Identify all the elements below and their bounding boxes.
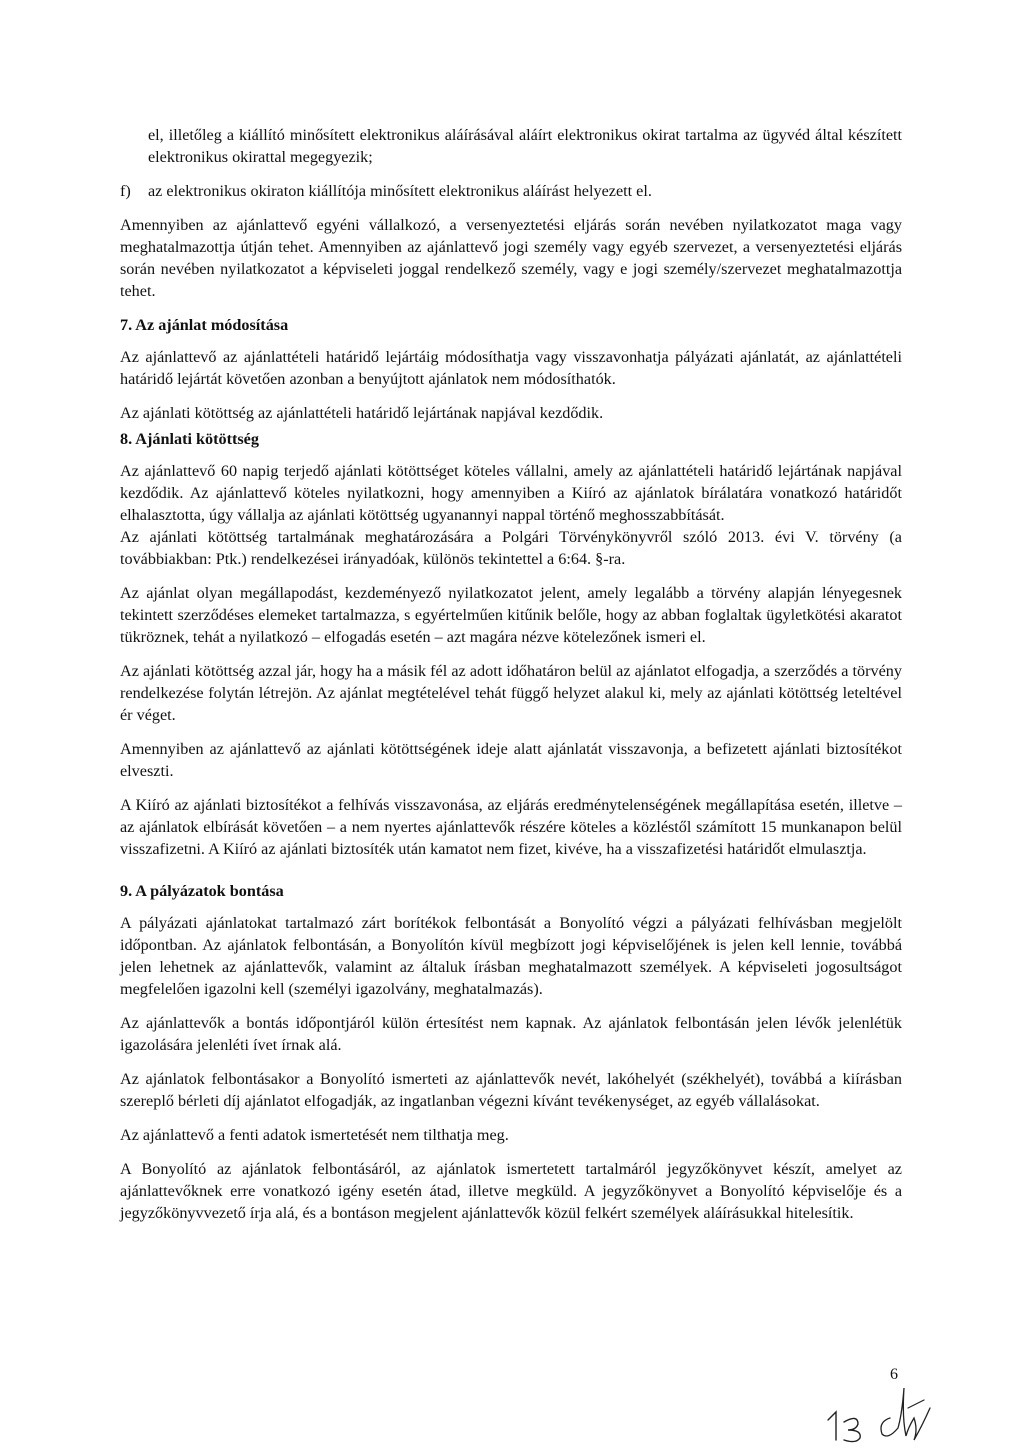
section-7-paragraph: Az ajánlattevő az ajánlattételi határidő lejártáig módosíthatja vagy visszavonhatja pályázati ajánlatát, az ajánlattételi határidő lejártát követően azonban a benyújtott ajánlatok nem módosíthatók. (120, 348, 902, 388)
list-item-text: az elektronikus okiraton kiállítója minősített elektronikus aláírást helyezett el. (148, 182, 652, 200)
document-page (120, 124, 902, 1224)
section-7-number: 7. (120, 316, 133, 334)
continuation-paragraph: el, illetőleg a kiállító minősített elektronikus aláírásával aláírt elektronikus okirat tartalma az ügyvéd által készített elektronikus okirattal megegyezik; (148, 126, 902, 166)
section-9-title: A pályázatok bontása (135, 882, 284, 900)
section-9-paragraph: Az ajánlattevő a fenti adatok ismertetését nem tilthatja meg. (120, 1126, 509, 1144)
section-8-paragraph: Az ajánlat olyan megállapodást, kezdeményező nyilatkozatot jelent, amely legalább a törvény alapján lényegesnek tekintett szerződéses elemeket tartalmazza, s egyértelműen kitűnik belőle, hogy az abban foglaltak ügyletkötési akaratot tükröznek, tehát a nyilatkozó – elfogadás esetén – azt magára nézve kötelezőnek ismeri el. (120, 584, 902, 646)
section-8-paragraph: Az ajánlattevő 60 napig terjedő ajánlati kötöttséget köteles vállalni, amely az ajánlattételi határidő lejártának napjával kezdődik. Az ajánlattevő köteles nyilatkozni, hogy amennyiben a Kiíró az ajánlatok bírálatára vonatkozó határidőt elhalasztotta, úgy vállalja az ajánlati kötöttség ugyanannyi nappal történő meghosszabbítását. (120, 462, 902, 524)
list-marker: f) (120, 182, 131, 200)
section-9-paragraph: A Bonyolító az ajánlatok felbontásáról, az ajánlatok ismertetett tartalmáról jegyzőkönyvet készít, amelyet az ajánlattevőknek erre vonatkozó igény esetén átad, illetve megküld. A jegyzőkönyvet a Bonyolító képviselője és a jegyzőkönyvvezető írja alá, és a bontáson megjelent ajánlattevők közül felkért személyek aláírásukkal hitelesítik. (120, 1160, 902, 1222)
section-7-title: Az ajánlat módosítása (135, 316, 289, 334)
list-item-f (120, 180, 902, 202)
section-9-number: 9. (120, 882, 133, 900)
handwritten-signature (818, 1378, 1018, 1448)
page-number: 6 (890, 1366, 898, 1383)
section-7-heading (120, 314, 902, 336)
section-8-paragraph: Amennyiben az ajánlattevő az ajánlati kötöttségének ideje alatt ajánlatát visszavonja, a befizetett ajánlati biztosítékot elveszti. (120, 740, 902, 780)
section-8-number: 8. (120, 430, 133, 448)
section-8-paragraph: A Kiíró az ajánlati biztosítékot a felhívás visszavonása, az eljárás eredménytelenségének megállapítása esetén, illetve – az ajánlatok elbírását követően – a nem nyertes ajánlattevők részére köteles a közléstől számított 15 munkanapon belül visszafizetni. A Kiíró az ajánlati biztosíték után kamatot nem fizet, kivéve, ha a visszafizetési határidőt elmulasztja. (120, 796, 902, 858)
section-9-paragraph: A pályázati ajánlatokat tartalmazó zárt borítékok felbontását a Bonyolító végzi a pályázati felhívásban megjelölt időpontban. Az ajánlatok felbontásán, a Bonyolítón kívül megbízott jogi képviselőjének is jelen kell lennie, továbbá jelen lehetnek az ajánlattevők, valamint az általuk írásban meghatalmazott személyek. A képviseleti jogosultságot megfelelően igazolni kell (személyi igazolvány, meghatalmazás). (120, 914, 902, 998)
signatory-paragraph: Amennyiben az ajánlattevő egyéni vállalkozó, a versenyeztetési eljárás során nevében nyilatkozatot maga vagy meghatalmazottja útján tehet. Amennyiben az ajánlattevő jogi személy vagy egyéb szervezet, a versenyeztetési eljárás során nevében nyilatkozatot a képviseleti joggal rendelkező személy, vagy e jogi személy/szervezet meghatalmazottja tehet. (120, 216, 902, 300)
section-9-heading (120, 880, 902, 902)
section-8-heading (120, 428, 902, 450)
section-9-paragraph: Az ajánlattevők a bontás időpontjáról külön értesítést nem kapnak. Az ajánlatok felbontásán jelen lévők jelenlétük igazolására jelenléti ívet írnak alá. (120, 1014, 902, 1054)
section-8-title: Ajánlati kötöttség (135, 430, 259, 448)
section-7-paragraph: Az ajánlati kötöttség az ajánlattételi határidő lejártának napjával kezdődik. (120, 404, 604, 422)
section-8-paragraph: Az ajánlati kötöttség azzal jár, hogy ha a másik fél az adott időhatáron belül az ajánlatot elfogadja, a szerződés a törvény rendelkezése folytán létrejön. Az ajánlat megtételével tehát függő helyzet alakul ki, mely az ajánlati kötöttség leteltével ér véget. (120, 662, 902, 724)
section-8-paragraph: Az ajánlati kötöttség tartalmának meghatározására a Polgári Törvénykönyvről szóló 2013. évi V. törvény (a továbbiakban: Ptk.) rendelkezései irányadóak, különös tekintettel a 6:64. §-ra. (120, 528, 902, 568)
section-9-paragraph: Az ajánlatok felbontásakor a Bonyolító ismerteti az ajánlattevők nevét, lakóhelyét (székhelyét), továbbá a kiírásban szereplő bérleti díj ajánlatot elfogadják, az ingatlanban végezni kívánt tevékenységet, az egyéb vállalásokat. (120, 1070, 902, 1110)
